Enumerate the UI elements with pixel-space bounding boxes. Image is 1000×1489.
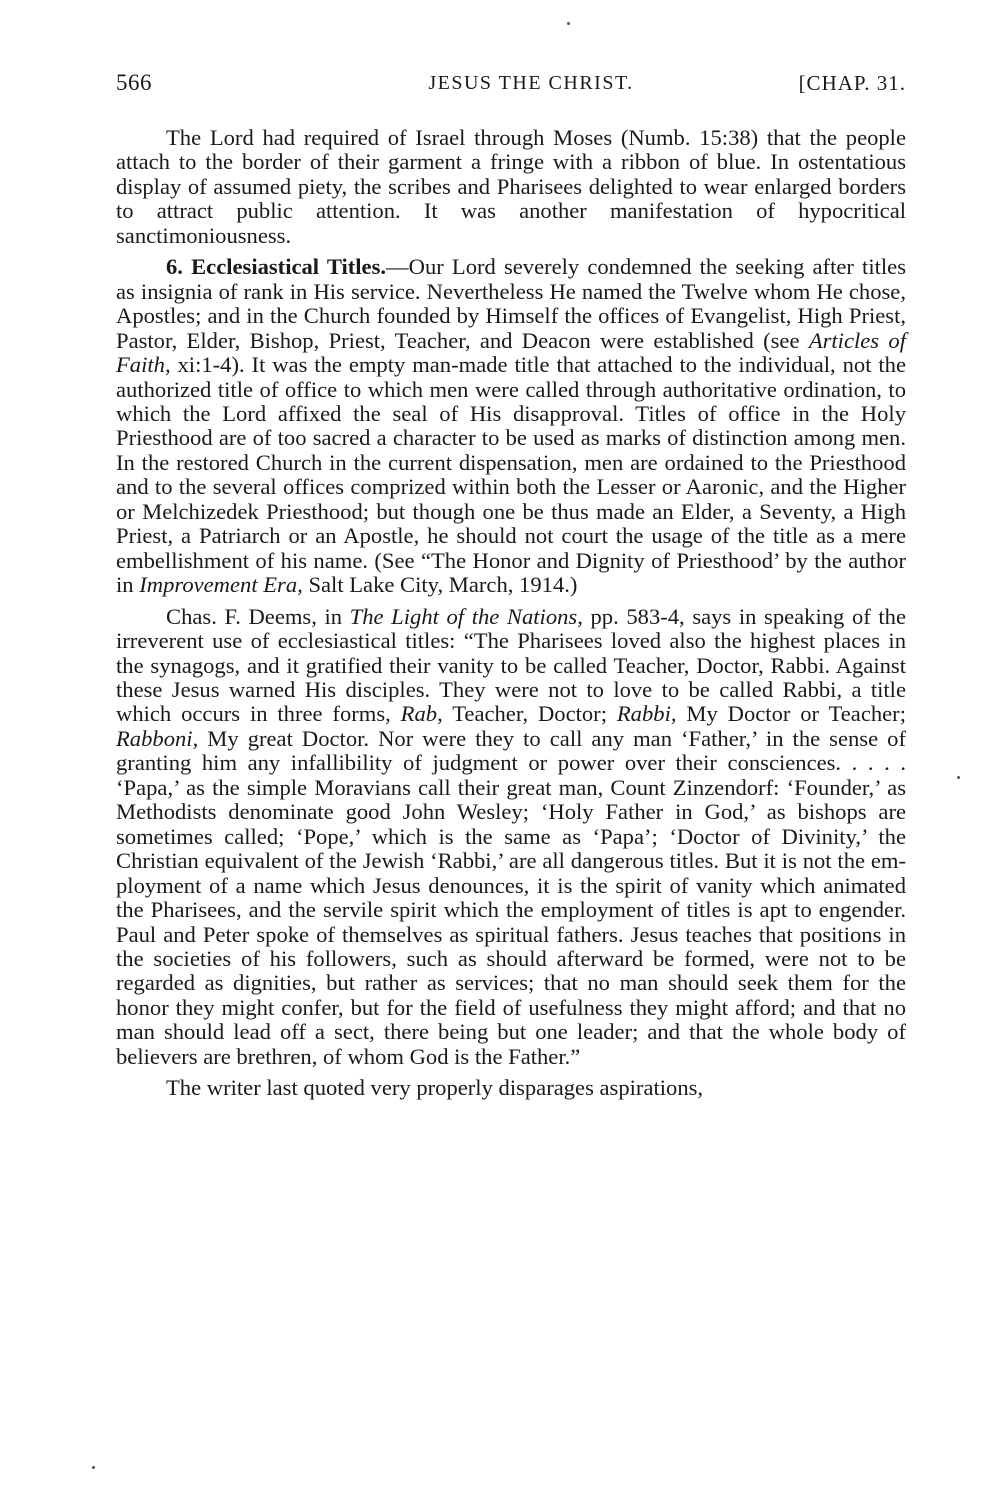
paragraph-fringe-text: The Lord had required of Israel through Moses (Numb. 15:38) that the people attach to the border of their garment a fringe with a ribbon of blue. In ostentatious display of assumed piety, the scribes and Pharisees delighted to wear enlarged borders to attract public attention. It was another manifestation of hypocritical sanctimoniousness.	[116, 125, 906, 248]
italic-term: Rabboni,	[116, 725, 199, 751]
paragraph-ecclesiastical-titles	[116, 255, 906, 597]
italic-title: The Light of the Nations,	[349, 603, 583, 629]
italic-term: Rabbi,	[616, 701, 677, 727]
italic-title: Articles of Faith,	[116, 327, 906, 378]
paragraph-deems-quote	[116, 605, 906, 1070]
book-title: JESUS THE CHRIST.	[428, 72, 634, 94]
text-run: My great Doctor. Nor were they to call any man ‘Father,’ in the sense of granting him any infallibility of judgment or power over their consciences. . . . . ‘Papa,’ as the simple Moravians call their great man, Count Zinzendorf: ‘Founder,’ as Methodists denominate good John Wesley; ‘Holy Father in God,’ as bishops are sometimes called; ‘Pope,’ which is the same as ‘Papa’; ‘Doctor of Divinity,’ the Christian equivalent of the Jewish ‘Rabbi,’ are all dangerous titles. But it is not the employment of a name which Jesus denounces, it is the spirit of vanity which animated the Pharisees, and the servile spirit which the employment of titles is apt to engender. Paul and Peter spoke of themselves as spiritual fathers. Jesus teaches that positions in the societies of his followers, such as should afterward be formed, were not to be regarded as dignities, but rather as services; that no man should seek them for the honor they might confer, but for the field of usefulness they might afford; and that no man should lead off a sect, there being but one leader; and that the whole body of believers are brethren, of whom God is the Father.”	[116, 725, 906, 1069]
text-run: Chas. F. Deems, in	[166, 603, 350, 629]
chapter-label: [CHAP. 31.	[798, 71, 906, 95]
text-run: My Doctor or Teacher;	[676, 701, 906, 727]
italic-title: Improvement Era,	[139, 572, 303, 598]
text-run: pp. 583-4, says in speaking of the irreverent use of ecclesiastical titles: “The Pharisees loved also the highest places in the synagogs, and it gratified their vanity to be called Teacher, Doctor, Rabbi. Against these Jesus warned His disciples. They were not to love to be called Rabbi, a title which occurs in three forms,	[116, 603, 906, 727]
text-run: xi:1-4). It was the empty man-made title that attached to the individual, not the authorized title of office to which men were called through authoritative ordination, to which the Lord affixed the seal of His disapproval. Titles of office in the Holy Priesthood are of too sacred a character to be used as marks of distinction among men. In the restored Church in the current dispensation, men are ordained to the Priesthood and to the several offices comprized within both the Lesser or Aaronic, and the Higher or Melchizedek Priesthood; but though one be thus made an Elder, a Seventy, a High Priest, a Patriarch or an Apostle, he should not court the usage of the title as a mere embellishment of his name. (See “The Honor and Dignity of Priesthood’ by the author in	[116, 352, 906, 598]
text-run: —Our Lord severely condemned the seeking after titles as insignia of rank in His service. Nevertheless He named the Twelve whom He chose, Apostles; and in the Church founded by Himself the offices of Evangelist, High Priest, Pastor, Elder, Bishop, Priest, Teacher, and Deacon were established (see	[116, 254, 906, 353]
page-number: 566	[116, 70, 152, 95]
italic-term: Rab,	[400, 701, 443, 727]
paragraph-continuation	[116, 1076, 906, 1100]
text-run: Salt Lake City, March, 1914.)	[302, 572, 578, 598]
scan-speck	[957, 776, 960, 779]
body-text	[116, 126, 906, 1108]
paragraph-continuation-text: The writer last quoted very properly disparages aspirations,	[166, 1075, 704, 1101]
running-head	[116, 66, 906, 100]
section-number: 6.	[166, 254, 183, 280]
paragraph-fringe	[116, 126, 906, 248]
text-run: Teacher, Doctor;	[442, 701, 617, 727]
scan-speck	[567, 22, 570, 25]
section-title: Ecclesiastical Titles.	[191, 254, 387, 280]
scan-speck	[92, 1466, 95, 1469]
